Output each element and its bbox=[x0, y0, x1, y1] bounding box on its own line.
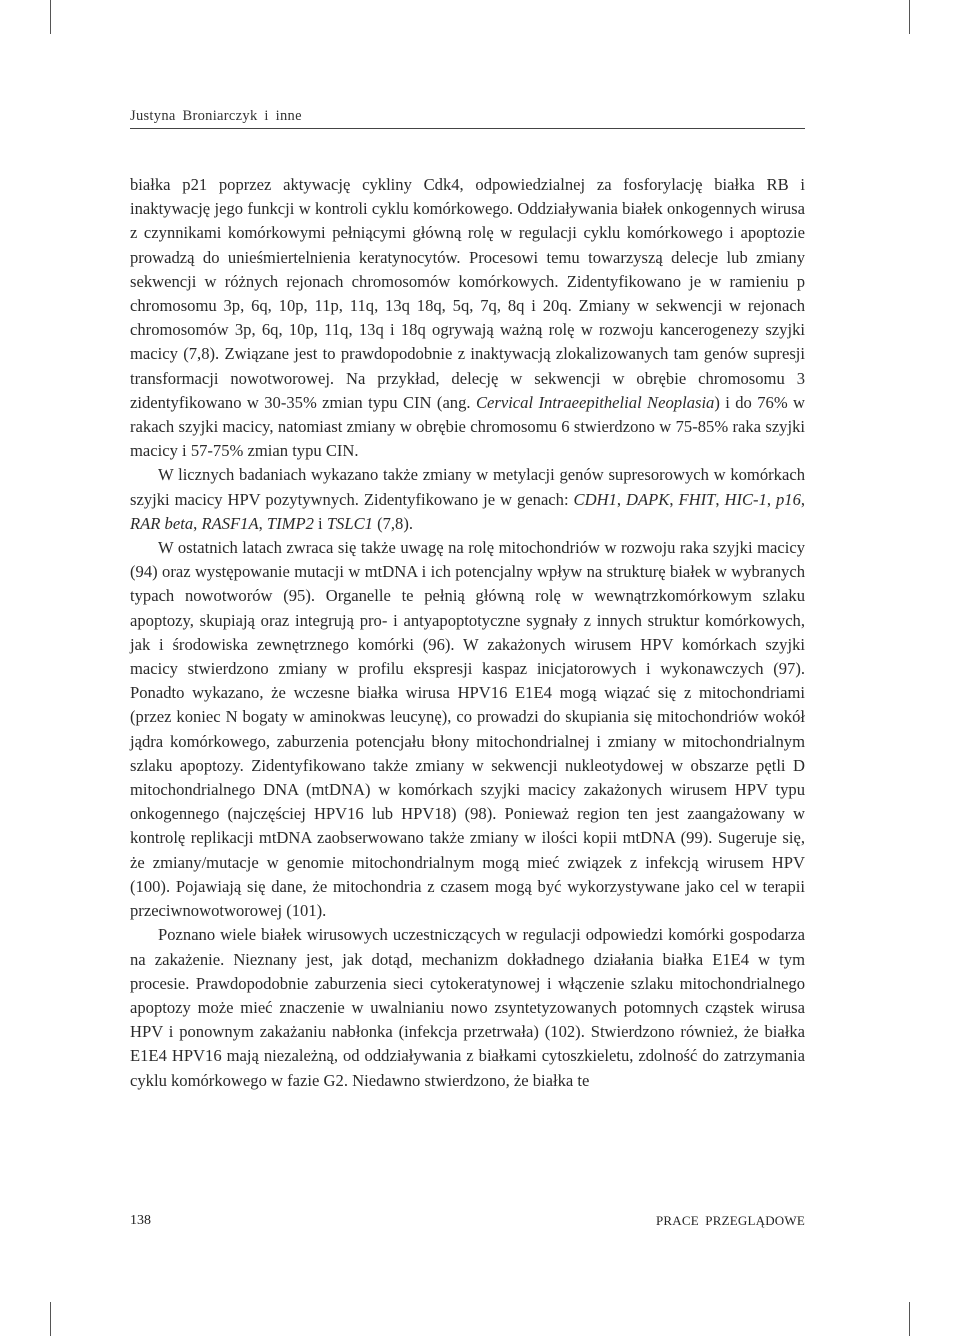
running-head-text: Justyna Broniarczyk i inne bbox=[130, 108, 302, 124]
page-number: 138 bbox=[130, 1213, 151, 1228]
page-footer bbox=[130, 1213, 805, 1229]
crop-mark bbox=[50, 0, 51, 34]
crop-mark bbox=[909, 0, 910, 34]
body-paragraph: Poznano wiele białek wirusowych uczestniczących w regulacji odpowiedzi komórki gospodarza na zakażenie. Nieznany jest, jak dotąd, mechanizm dokładnego działania białka E1E4 w tym procesie. Prawdopodobnie zaburzenia sieci cytokeratynowej i włączenie szlaku mitochondrialnego apoptozy może mieć znaczenie w uwalnianiu nowo zsyntetyzowanych potomnych cząstek wirusa HPV i ponownym zakażaniu nabłonka (infekcja przetrwała) (102). Stwierdzono również, że białka E1E4 HPV16 mają niezależną, od oddziaływania z białkami cytoszkieletu, zdolność do zatrzymania cyklu komórkowego w fazie G2. Niedawno stwierdzono, że białka te bbox=[130, 925, 805, 1090]
body-paragraph: W licznych badaniach wykazano także zmiany w metylacji genów supresorowych w komórkach szyjki macicy HPV pozytywnych. Zidentyfikowano je w genach: CDH1, DAPK, FHIT, HIC-1, p16, RAR beta, RASF1A, TIMP2 i TSLC1 (7,8). bbox=[130, 465, 806, 533]
body-paragraph: białka p21 poprzez aktywację cykliny Cdk4, odpowiedzialnej za fosforylację białka RB i inaktywację jego funkcji w kontroli cyklu komórkowego. Oddziaływania białek onkogennych wirusa z czynnikami komórkowymi pełniącymi główną rolę w regulacji cyklu komórkowego i apoptozie prowadzą do unieśmiertelnienia keratynocytów. Procesowi temu towarzyszą delecje lub zmiany sekwencji w różnych rejonach chromosomów komórkowych. Zidentyfikowano je w ramieniu p chromosomu 3p, 6q, 10p, 11p, 11q, 13q 18q, 5q, 7q, 8q i 20q. Zmiany w sekwencji w rejonach chromosomów 3p, 6q, 10p, 11q, 13q i 18q ogrywają ważną rolę w rozwoju kancerogenezy szyjki macicy (7,8). Związane jest to prawdopodobnie z inaktywacją zlokalizowanych tam genów supresji transformacji nowotworowej. Na przykład, delecję w sekwencji w obrębie chromosomu 3 zidentyfikowano w 30-35% zmian typu CIN (ang. Cervical Intraeepithelial Neoplasia) i do 76% w rakach szyjki macicy, natomiast zmiany w obrębie chromosomu 6 stwierdzono w 75-85% raka szyjki macicy i 57-75% zmian typu CIN. bbox=[130, 175, 805, 461]
running-head bbox=[130, 108, 805, 129]
section-label: PRACE PRZEGLĄDOWE bbox=[655, 1213, 805, 1228]
crop-mark bbox=[909, 1302, 910, 1336]
article-body bbox=[130, 173, 805, 1093]
body-paragraph: W ostatnich latach zwraca się także uwagę na rolę mitochondriów w rozwoju raka szyjki macicy (94) oraz występowanie mutacji w mtDNA i ich potencjalny wpływ na strukturę białek w wybranych typach nowotworów (95). Organelle te pełnią główną rolę w wewnątrzkomórkowym szlaku apoptozy, skupiają oraz integrują pro- i antyapoptotyczne sygnały z innych struktur komórkowych, jak i środowiska zewnętrznego komórki (96). W zakażonych wirusem HPV komórkach szyjki macicy stwierdzono zmiany w profilu ekspresji kaspaz inicjatorowych i wykonawczych (97). Ponadto wykazano, że wczesne białka wirusa HPV16 E1E4 mogą wiązać się z mitochondriami (przez koniec N bogaty w aminokwas leucynę), co prowadzi do skupiania się mitochondriów wokół jądra komórkowego, zaburzenia potencjału błony mitochondrialnej i zmiany w mitochondrialnym szlaku apoptozy. Zidentyfikowano także zmiany w sekwencji nukleotydowej w obszarze pętli D mitochondrialnego DNA (mtDNA) w komórkach szyjki macicy zakażonych wirusem HPV typu onkogennego (najczęściej HPV16 lub HPV18) (98). Ponieważ region ten jest zaangażowany w kontrolę replikacji mtDNA zaobserwowano także zmiany w ilości kopii mtDNA (99). Sugeruje się, że zmiany/mutacje w genomie mitochondrialnym mogą mieć związek z infekcją wirusem HPV (100). Pojawiają się dane, że mitochondria z czasem mogą być wykorzystywane jako cel w terapii przeciwnowotworowej (101). bbox=[130, 538, 805, 921]
crop-mark bbox=[50, 1302, 51, 1336]
